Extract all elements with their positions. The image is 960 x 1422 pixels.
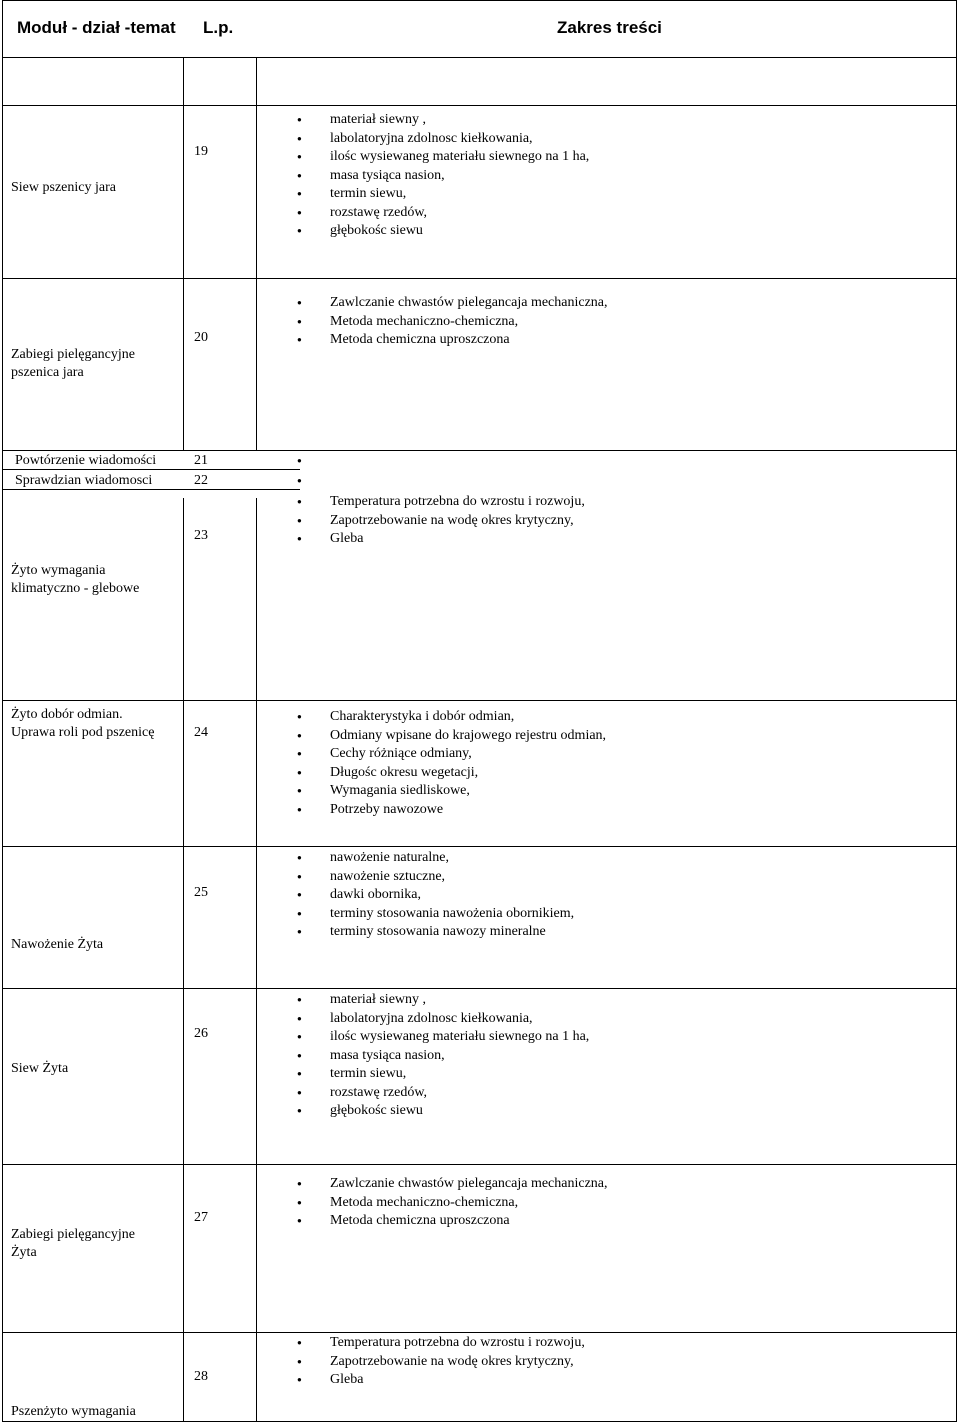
list-item: ● rozstawę rzedów, [294, 1084, 589, 1103]
list-item: ● Metoda mechaniczno-chemiczna, [294, 313, 608, 332]
list-item: ● Gleba [294, 530, 585, 549]
list-item: ● głębokośc siewu [294, 222, 589, 241]
list-item: ● ilośc wysiewaneg materiału siewnego na 1 ha, [294, 148, 589, 167]
row-20-topic-line1: Zabiegi pielęgancyjne [11, 347, 135, 362]
list-item: ● labolatoryjna zdolnosc kiełkowania, [294, 1010, 589, 1029]
row-24-number: 24 [194, 725, 208, 740]
list-item: ● nawożenie sztuczne, [294, 868, 574, 887]
list-item: ● Charakterystyka i dobór odmian, [294, 708, 606, 727]
list-item: ● Temperatura potrzebna do wzrostu i rozwoju, [294, 1334, 585, 1353]
row-21-topic: Powtórzenie wiadomości [15, 453, 157, 468]
row-19-content-list [294, 111, 589, 241]
list-item: ● dawki obornika, [294, 886, 574, 905]
border-right [956, 0, 957, 1422]
row-20-number: 20 [194, 330, 208, 345]
list-item: ● termin siewu, [294, 1065, 589, 1084]
row-28-content-list [294, 1334, 585, 1390]
row-24-topic-line2: Uprawa roli pod pszenicę [11, 725, 155, 740]
col-divider-2b [256, 498, 257, 1422]
row-27-topic-line2: Żyta [11, 1245, 37, 1260]
rule-r20 [2, 450, 957, 451]
row-23-topic-line1: Żyto wymagania [11, 563, 106, 578]
row-22-topic: Sprawdzian wiadomosci [15, 473, 153, 488]
rule-header [2, 57, 957, 58]
rule-r23 [2, 700, 957, 701]
list-item: ● masa tysiąca nasion, [294, 167, 589, 186]
row-27-content-list [294, 1175, 608, 1231]
row-28-topic: Pszenżyto wymagania [11, 1404, 136, 1419]
list-item: ● Zawlczanie chwastów pielegancaja mechaniczna, [294, 294, 608, 313]
list-item: ● terminy stosowania nawożenia obornikiem, [294, 905, 574, 924]
list-item: ● Gleba [294, 1371, 585, 1390]
list-item: ● masa tysiąca nasion, [294, 1047, 589, 1066]
row-23-topic-line2: klimatyczno - glebowe [11, 581, 140, 596]
rule-h1 [2, 105, 957, 106]
list-item: ● Długośc okresu wegetacji, [294, 764, 606, 783]
col-divider-1b [183, 498, 184, 1422]
rule-top [2, 0, 957, 1]
list-item: ● rozstawę rzedów, [294, 204, 589, 223]
header-col-number: L.p. [203, 18, 234, 37]
row-24-content-list [294, 708, 606, 819]
list-item: ● Metoda mechaniczno-chemiczna, [294, 1194, 608, 1213]
rule-r26 [2, 1164, 957, 1165]
row-26-number: 26 [194, 1026, 208, 1041]
list-item: ● termin siewu, [294, 185, 589, 204]
rule-r24 [2, 846, 957, 847]
list-item: ● Odmiany wpisane do krajowego rejestru odmian, [294, 727, 606, 746]
list-item: ● ilośc wysiewaneg materiału siewnego na 1 ha, [294, 1028, 589, 1047]
list-item: ● materiał siewny , [294, 111, 589, 130]
row-20-topic-line2: pszenica jara [11, 365, 84, 380]
row-19-number: 19 [194, 144, 208, 159]
row-27-topic-line1: Zabiegi pielęgancyjne [11, 1227, 135, 1242]
row-28-number: 28 [194, 1369, 208, 1384]
row-23-content-list [294, 493, 585, 549]
col-divider-2 [256, 57, 257, 450]
col-divider-1 [183, 57, 184, 450]
list-item: ● Zapotrzebowanie na wodę okres krytyczny, [294, 512, 585, 531]
rule-r19 [2, 278, 957, 279]
row-25-content-list [294, 849, 574, 942]
list-item: ● Metoda chemiczna uproszczona [294, 1212, 608, 1231]
row-25-topic: Nawożenie Żyta [11, 937, 104, 952]
list-item: ● Potrzeby nawozowe [294, 801, 606, 820]
row-21-bullet-icon: ● [297, 456, 302, 465]
rule-r27 [2, 1332, 957, 1333]
row-27-number: 27 [194, 1210, 208, 1225]
list-item: ● głębokośc siewu [294, 1102, 589, 1121]
border-left [2, 0, 3, 1422]
list-item: ● nawożenie naturalne, [294, 849, 574, 868]
list-item: ● materiał siewny , [294, 991, 589, 1010]
list-item: ● Wymagania siedliskowe, [294, 782, 606, 801]
row-26-content-list [294, 991, 589, 1121]
row-22-number: 22 [194, 473, 208, 488]
list-item: ● Temperatura potrzebna do wzrostu i rozwoju, [294, 493, 585, 512]
list-item: ● Zawlczanie chwastów pielegancaja mechaniczna, [294, 1175, 608, 1194]
row-26-topic: Siew Żyta [11, 1061, 69, 1076]
header-col-content: Zakres treści [557, 18, 662, 37]
list-item: ● terminy stosowania nawozy mineralne [294, 923, 574, 942]
list-item: ● Metoda chemiczna uproszczona [294, 331, 608, 350]
list-item: ● Zapotrzebowanie na wodę okres krytyczny, [294, 1353, 585, 1372]
rule-r25 [2, 988, 957, 989]
row-21-number: 21 [194, 453, 208, 468]
row-20-content-list [294, 294, 608, 350]
row-23-number: 23 [194, 528, 208, 543]
header-col-topic: Moduł - dział -temat [17, 18, 176, 37]
list-item: ● labolatoryjna zdolnosc kiełkowania, [294, 130, 589, 149]
row-19-topic: Siew pszenicy jara [11, 180, 116, 195]
row-24-topic-line1: Żyto dobór odmian. [11, 707, 123, 722]
list-item: ● Cechy różniące odmiany, [294, 745, 606, 764]
row-22-bullet-icon: ● [297, 476, 302, 485]
row-25-number: 25 [194, 885, 208, 900]
